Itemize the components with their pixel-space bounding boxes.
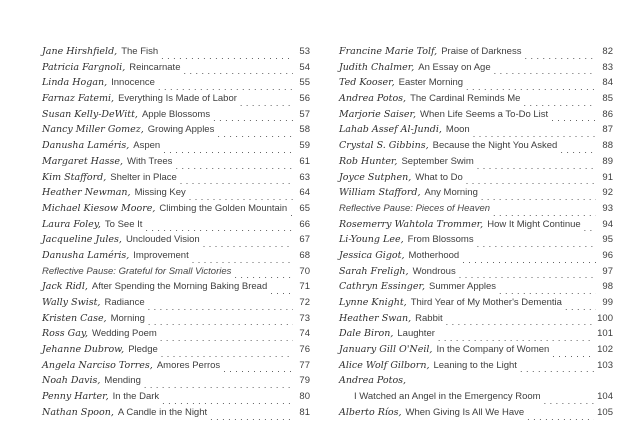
- toc-entry-page: 102: [597, 344, 613, 356]
- toc-entry: [42, 232, 310, 248]
- toc-entry: [42, 170, 310, 186]
- toc-entry-author: Alice Wolf Gilborn,: [339, 359, 430, 371]
- toc-entry: [42, 138, 310, 154]
- toc-entry-author: Joyce Sutphen,: [339, 171, 412, 183]
- toc-entry: [339, 279, 613, 295]
- toc-entry-page: 104: [597, 391, 613, 403]
- toc-entry-title: Growing Apples: [147, 124, 215, 136]
- dot-leader: [148, 300, 293, 311]
- toc-entry: [339, 311, 613, 327]
- dot-leader: [203, 237, 293, 248]
- toc-entry: [42, 311, 310, 327]
- toc-entry-page: 66: [299, 218, 310, 230]
- toc-entry-title: Shelter in Place: [110, 171, 177, 183]
- toc-entry-page: 96: [602, 249, 613, 261]
- toc-entry-page: 72: [299, 297, 310, 308]
- toc-entry-page: 100: [597, 312, 613, 324]
- toc-entry-title: Pledge: [128, 344, 158, 356]
- toc-entry-page: 92: [602, 187, 613, 199]
- toc-entry-author: Ted Kooser,: [339, 77, 395, 89]
- toc-entry: [42, 389, 310, 405]
- dot-leader: [560, 143, 596, 154]
- toc-entry-author: Lahab Assef Al-Jundi,: [339, 124, 442, 136]
- toc-entry-author: Dale Biron,: [339, 328, 394, 340]
- toc-entry-title: Wondrous: [412, 265, 456, 277]
- dot-leader: [477, 237, 596, 248]
- toc-entry-title: After Spending the Morning Baking Bread: [91, 281, 268, 293]
- dot-leader: [544, 394, 595, 405]
- toc-entry-title: An Essay on Age: [418, 61, 491, 73]
- toc-entry-title: To See It: [104, 218, 143, 230]
- toc-entry-author: Judith Chalmer,: [339, 61, 415, 73]
- toc-entry-page: 89: [602, 155, 613, 167]
- dot-leader: [145, 221, 293, 232]
- toc-entry-title: Any Morning: [424, 187, 478, 199]
- toc-entry-author: Danusha Laméris,: [42, 140, 130, 152]
- toc-entry: [339, 122, 613, 138]
- toc-entry-page: 74: [299, 328, 310, 340]
- toc-entry-author: Jane Hirshfield,: [42, 46, 118, 57]
- dot-leader: [189, 190, 293, 201]
- dot-leader: [527, 410, 594, 421]
- toc-entry-title: Reflective Pause: Grateful for Small Victories: [42, 265, 232, 277]
- toc-entry: [339, 154, 613, 170]
- toc-entry: [339, 342, 613, 358]
- toc-entry-title: Climbing the Golden Mountain: [159, 202, 288, 214]
- dot-leader: [163, 143, 293, 154]
- toc-entry: [42, 201, 310, 217]
- toc-entry-title: From Blossoms: [407, 234, 474, 246]
- toc-entry-title: In the Dark: [112, 391, 160, 403]
- toc-entry-title: Motherhood: [408, 249, 460, 261]
- toc-entry-author: Sarah Freligh,: [339, 265, 409, 277]
- toc-entry-page: 55: [299, 77, 310, 89]
- toc-entry-author: Farnaz Fatemi,: [42, 93, 115, 105]
- toc-entry-page: 70: [299, 265, 310, 277]
- dot-leader: [175, 159, 293, 170]
- toc-right-column: [339, 44, 613, 421]
- toc-entry: [339, 373, 613, 389]
- toc-entry-author: Susan Kelly-DeWitt,: [42, 108, 138, 120]
- toc-entry-page: 80: [299, 391, 310, 403]
- toc-entry-page: 94: [602, 218, 613, 230]
- dot-leader: [459, 268, 596, 279]
- toc-entry-page: 61: [299, 155, 310, 167]
- toc-entry: [339, 44, 613, 60]
- toc-entry-author: Patricia Fargnoli,: [42, 61, 126, 73]
- toc-entry-author: Wally Swist,: [42, 297, 101, 308]
- toc-entry: [42, 248, 310, 264]
- toc-entry-title: Rabbit: [415, 312, 443, 324]
- toc-entry: [42, 60, 310, 76]
- toc-entry: [339, 326, 613, 342]
- dot-leader: [477, 159, 596, 170]
- toc-entry-title: A Candle in the Night: [117, 406, 208, 418]
- dot-leader: [466, 174, 596, 185]
- dot-leader: [180, 174, 293, 185]
- toc-entry-title: Radiance: [104, 297, 145, 308]
- toc-entry-author: Heather Swan,: [339, 312, 412, 324]
- toc-entry-author: Lynne Knight,: [339, 297, 407, 308]
- toc-entry-page: 97: [602, 265, 613, 277]
- toc-entry-page: 99: [602, 297, 613, 308]
- toc-entry-title: Improvement: [133, 249, 189, 261]
- toc-entry: [42, 75, 310, 91]
- toc-entry: [339, 264, 613, 280]
- toc-entry-title: Reincarnate: [129, 61, 181, 73]
- dot-leader: [499, 284, 596, 295]
- toc-entry: [42, 279, 310, 295]
- toc-entry-author: Jacqueline Jules,: [42, 234, 122, 246]
- dot-leader: [565, 300, 596, 311]
- dot-leader: [290, 206, 293, 217]
- toc-entry-page: 54: [299, 61, 310, 73]
- toc-entry-page: 57: [299, 108, 310, 120]
- toc-entry-title: Praise of Darkness: [441, 46, 522, 57]
- toc-entry-author: Kristen Case,: [42, 312, 107, 324]
- toc-entry: [339, 60, 613, 76]
- toc-entry: [42, 373, 310, 389]
- toc-entry: [42, 358, 310, 374]
- toc-entry-author: Kim Stafford,: [42, 171, 107, 183]
- toc-entry-author: Noah Davis,: [42, 375, 101, 387]
- toc-entry-title: Summer Apples: [428, 281, 497, 293]
- toc-entry: [339, 217, 613, 233]
- toc-entry-author: Nancy Miller Gomez,: [42, 124, 144, 136]
- toc-entry: [42, 185, 310, 201]
- toc-entry: [339, 295, 613, 311]
- toc-entry-page: 79: [299, 375, 310, 387]
- toc-entry-title: September Swim: [401, 155, 474, 167]
- toc-entry-page: 93: [602, 202, 613, 214]
- toc-entry: [339, 248, 613, 264]
- toc-entry: [339, 75, 613, 91]
- dot-leader: [161, 49, 293, 60]
- toc-entry-reflective-pause: [339, 201, 613, 217]
- toc-entry-page: 103: [597, 359, 613, 371]
- toc-entry-title: When Life Seems a To-Do List: [420, 108, 549, 120]
- toc-entry-page: 68: [299, 249, 310, 261]
- dot-leader: [493, 206, 596, 217]
- toc-entry-page: 86: [602, 108, 613, 120]
- toc-entry-author: Linda Hogan,: [42, 77, 108, 89]
- dot-leader: [210, 410, 293, 421]
- toc-entry-title: The Fish: [121, 46, 159, 57]
- toc-entry-page: 101: [597, 328, 613, 340]
- toc-entry: [339, 107, 613, 123]
- dot-leader: [481, 190, 596, 201]
- dot-leader: [438, 331, 594, 342]
- toc-entry: [339, 232, 613, 248]
- dot-leader: [162, 394, 293, 405]
- toc-entry-author: Ross Gay,: [42, 328, 89, 340]
- toc-entry-title: With Trees: [127, 155, 173, 167]
- toc-entry-page: 87: [602, 124, 613, 136]
- dot-leader: [192, 253, 293, 264]
- toc-entry-author: Jehanne Dubrow,: [42, 344, 125, 356]
- toc-entry-title: Amores Perros: [156, 359, 221, 371]
- dot-leader: [551, 111, 596, 122]
- toc-entry-page: 81: [299, 406, 310, 418]
- dot-leader: [462, 253, 596, 264]
- toc-entry-title: Easter Morning: [398, 77, 464, 89]
- dot-leader: [584, 221, 596, 232]
- toc-entry: [339, 170, 613, 186]
- toc-entry-author: Laura Foley,: [42, 218, 101, 230]
- toc-entry-page: 83: [602, 61, 613, 73]
- toc-entry: [42, 154, 310, 170]
- toc-entry: [42, 326, 310, 342]
- toc-entry-title: Wedding Poem: [92, 328, 157, 340]
- toc-entry: [42, 122, 310, 138]
- toc-entry: [42, 405, 310, 421]
- toc-entry-title: I Watched an Angel in the Emergency Room: [354, 391, 541, 403]
- toc-entry-author: Jessica Gigot,: [339, 249, 405, 261]
- toc-entry-title: Mending: [104, 375, 141, 387]
- toc-entry-author: Crystal S. Gibbins,: [339, 140, 429, 152]
- toc-entry-author: January Gill O'Neil,: [339, 344, 433, 356]
- toc-entry-page: 98: [602, 281, 613, 293]
- toc-entry-page: 105: [597, 406, 613, 418]
- toc-entry-author: Li-Young Lee,: [339, 234, 404, 246]
- toc-entry: [42, 107, 310, 123]
- dot-leader: [234, 268, 293, 279]
- toc-entry-title: Everything Is Made of Labor: [118, 93, 237, 105]
- dot-leader: [552, 347, 594, 358]
- toc-entry-page: 59: [299, 140, 310, 152]
- toc-entry-title: How It Might Continue: [487, 218, 581, 230]
- toc-entry-title: Because the Night You Asked: [432, 140, 558, 152]
- toc-entry-page: 88: [602, 140, 613, 152]
- dot-leader: [240, 96, 293, 107]
- toc-entry-title: The Cardinal Reminds Me: [410, 93, 521, 105]
- toc-entry-author: Penny Harter,: [42, 391, 109, 403]
- dot-leader: [161, 347, 293, 358]
- toc-entry-title: Innocence: [111, 77, 155, 89]
- toc-entry-page: 91: [602, 171, 613, 183]
- toc-entry-title: In the Company of Women: [436, 344, 550, 356]
- toc-entry-page: 63: [299, 171, 310, 183]
- toc-entry-title: What to Do: [415, 171, 463, 183]
- dot-leader: [213, 111, 293, 122]
- toc-entry-title: Third Year of My Mother's Dementia: [410, 297, 562, 308]
- toc-entry-title: When Giving Is All We Have: [405, 406, 525, 418]
- toc-entry-page: 73: [299, 312, 310, 324]
- toc-entry: [42, 217, 310, 233]
- dot-leader: [160, 331, 293, 342]
- toc-entry-title: Apple Blossoms: [141, 108, 211, 120]
- toc-entry-page: 71: [299, 281, 310, 293]
- toc-entry-reflective-pause: [42, 264, 310, 280]
- toc-entry-author: Michael Kiesow Moore,: [42, 202, 156, 214]
- toc-entry-title: Unclouded Vision: [125, 234, 200, 246]
- toc-entry-author: Cathryn Essinger,: [339, 281, 425, 293]
- toc-entry-page: 85: [602, 93, 613, 105]
- toc-entry-title: Reflective Pause: Pieces of Heaven: [339, 202, 491, 214]
- toc-entry-page: 95: [602, 234, 613, 246]
- toc-entry-author: Rosemerry Wahtola Trommer,: [339, 218, 484, 230]
- toc-entry-title: Missing Key: [134, 187, 186, 199]
- dot-leader: [524, 49, 596, 60]
- toc-entry-author: Nathan Spoon,: [42, 406, 114, 418]
- toc-entry-author: Heather Newman,: [42, 187, 131, 199]
- toc-left-column: [42, 44, 310, 421]
- toc-entry-page: 77: [299, 359, 310, 371]
- toc-entry-title: Leaning to the Light: [433, 359, 517, 371]
- toc-entry-author: Danusha Laméris,: [42, 249, 130, 261]
- toc-entry: [339, 358, 613, 374]
- toc-entry: [339, 185, 613, 201]
- dot-leader: [148, 315, 293, 326]
- dot-leader: [217, 127, 293, 138]
- toc-entry-page: 56: [299, 93, 310, 105]
- toc-entry: [42, 44, 310, 60]
- toc-entry-page: 64: [299, 187, 310, 199]
- toc-entry-page: 65: [299, 202, 310, 214]
- dot-leader: [494, 64, 596, 75]
- toc-entry: [42, 295, 310, 311]
- toc-entry: [339, 405, 613, 421]
- dot-leader: [466, 80, 596, 91]
- dot-leader: [473, 127, 596, 138]
- toc-entry-author: Andrea Potos,: [339, 375, 407, 387]
- toc-entry-author: William Stafford,: [339, 187, 421, 199]
- toc-entry-page: 58: [299, 124, 310, 136]
- toc-entry-page: 82: [602, 46, 613, 57]
- dot-leader: [520, 362, 594, 373]
- dot-leader: [144, 378, 293, 389]
- toc-entry-page: 53: [299, 46, 310, 57]
- toc-entry-title: Aspen: [133, 140, 161, 152]
- toc-entry-title: Laughter: [397, 328, 435, 340]
- toc-entry-continued: [339, 389, 613, 405]
- toc-entry-page: 76: [299, 344, 310, 356]
- dot-leader: [223, 362, 293, 373]
- dot-leader: [446, 315, 595, 326]
- toc-entry-author: Francine Marie Tolf,: [339, 46, 438, 57]
- dot-leader: [523, 96, 596, 107]
- toc-entry: [339, 91, 613, 107]
- toc-entry-title: Moon: [445, 124, 470, 136]
- toc-entry: [42, 91, 310, 107]
- toc-entry-author: Marjorie Saiser,: [339, 108, 417, 120]
- toc-entry-page: 84: [602, 77, 613, 89]
- toc-entry-author: Margaret Hasse,: [42, 155, 124, 167]
- toc-entry-author: Alberto Ríos,: [339, 406, 402, 418]
- toc-entry-author: Andrea Potos,: [339, 93, 407, 105]
- toc-entry-author: Rob Hunter,: [339, 155, 398, 167]
- toc-entry: [42, 342, 310, 358]
- toc-entry-page: 67: [299, 234, 310, 246]
- toc-entry: [339, 138, 613, 154]
- toc-entry-author: Angela Narciso Torres,: [42, 359, 153, 371]
- toc-entry-title: Morning: [110, 312, 145, 324]
- dot-leader: [183, 64, 293, 75]
- dot-leader: [270, 284, 293, 295]
- toc-entry-author: Jack Ridl,: [42, 281, 88, 293]
- dot-leader: [158, 80, 293, 91]
